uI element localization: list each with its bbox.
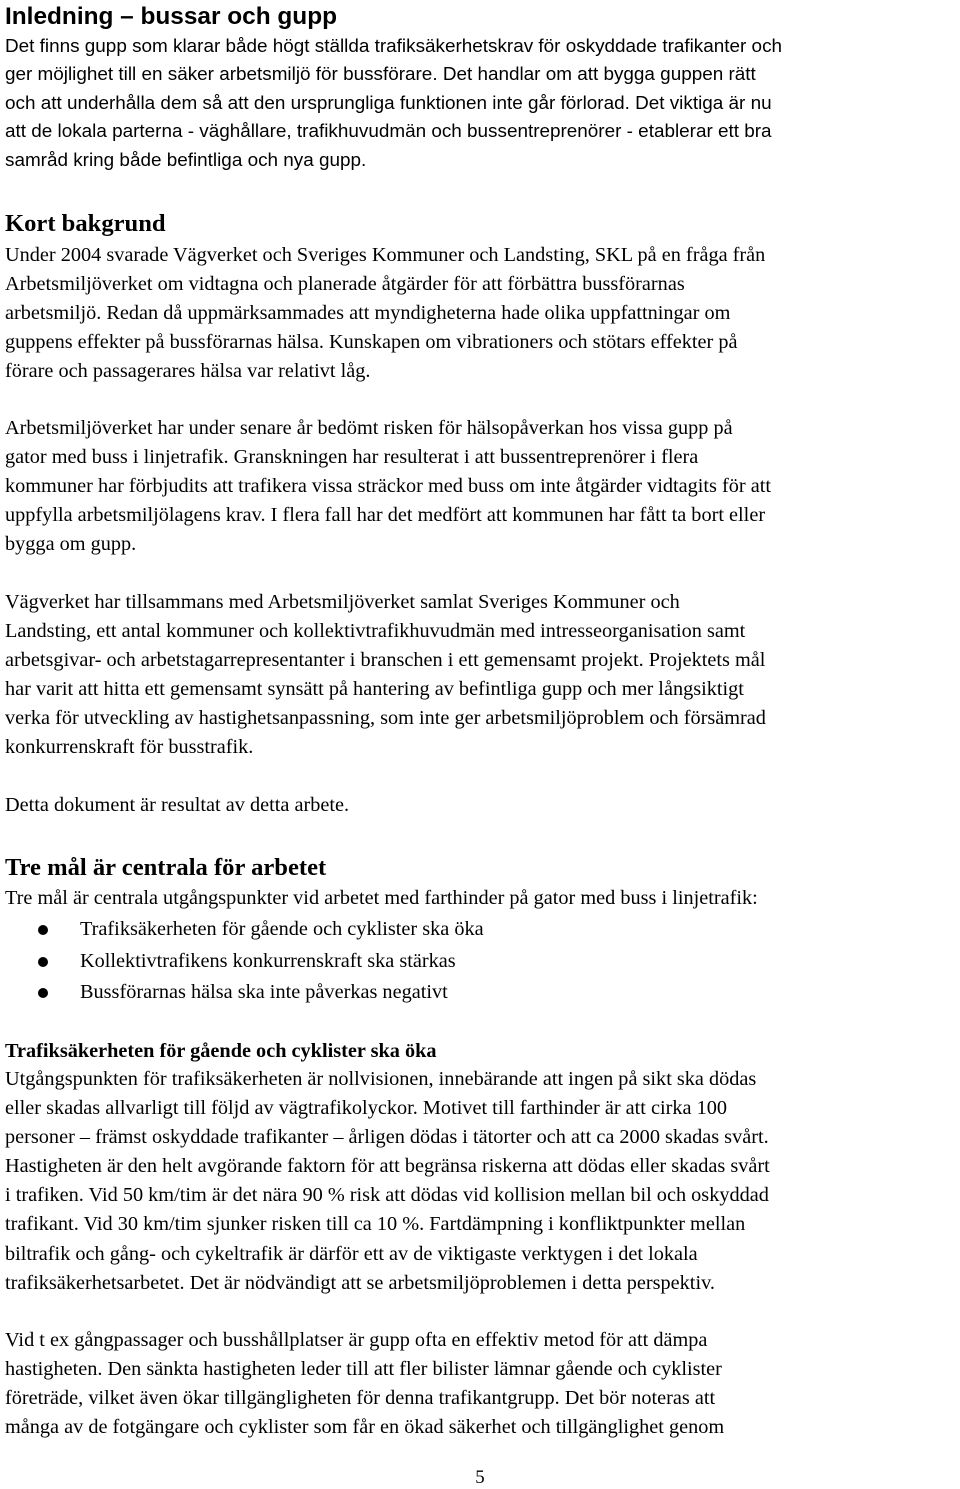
heading-tre-mal: Tre mål är centrala för arbetet: [5, 854, 327, 881]
text-line: arbetsmiljö. Redan då uppmärksammades att myndigheterna hade olika uppfattningar om: [5, 302, 731, 325]
text-line: uppfylla arbetsmiljölagens krav. I flera fall har det medfört att kommunen har fått ta bort eller: [5, 504, 766, 527]
text-line: Det finns gupp som klarar både högt ställda trafiksäkerhetskrav för oskyddade trafikanter och: [5, 36, 783, 57]
text-line: eller skadas allvarligt till följd av vägtrafikolyckor. Motivet till farthinder är att cirka 100: [5, 1097, 728, 1120]
paragraph-bakgrund-3: [5, 588, 955, 763]
text-line: guppens effekter på bussförarnas hälsa. Kunskapen om vibrationers och stötars effekter på: [5, 331, 738, 354]
bullet-icon: [38, 957, 48, 967]
text-line: samråd kring både befintliga och nya gupp.: [5, 149, 367, 171]
paragraph-bakgrund-1: [5, 241, 955, 386]
paragraph-trafiksakerhet-2: [5, 1326, 955, 1442]
paragraph-bakgrund-4: [5, 791, 955, 820]
list-item-label: Trafiksäkerheten för gående och cyklister ska öka: [80, 918, 484, 940]
text-line: i trafiken. Vid 50 km/tim är det nära 90 % risk att dödas vid kollision mellan bil och oskyddad: [5, 1184, 769, 1207]
list-item: [5, 914, 955, 946]
text-line: att de lokala parterna - väghållare, trafikhuvudmän och bussentreprenörer - etablerar ett bra: [5, 121, 772, 143]
text-line: kommuner har förbjudits att trafikera vissa sträckor med buss om inte åtgärder vidtagits för att: [5, 475, 771, 498]
text-line: gator med buss i linjetrafik. Granskningen har resulterat i att bussentreprenörer i flera: [5, 446, 699, 469]
text-line: personer – främst oskyddade trafikanter – årligen dödas i tätorter och att ca 2000 skadas svårt.: [5, 1126, 769, 1149]
text-line: har varit att hitta ett gemensamt synsätt på hantering av befintliga gupp och mer långsiktigt: [5, 678, 744, 701]
text-line: Utgångspunkten för trafiksäkerheten är nollvisionen, innebärande att ingen på sikt ska dödas: [5, 1068, 757, 1090]
heading-trafiksakerhet: Trafiksäkerheten för gående och cyklister ska öka: [5, 1040, 437, 1062]
heading-inledning: Inledning – bussar och gupp: [5, 3, 338, 30]
text-line: Arbetsmiljöverket har under senare år bedömt risken för hälsopåverkan hos vissa gupp på: [5, 417, 733, 439]
list-item-label: Kollektivtrafikens konkurrenskraft ska stärkas: [80, 949, 456, 972]
list-item: [5, 977, 955, 1009]
goal-list: [5, 914, 955, 1009]
text-line: Tre mål är centrala utgångspunkter vid arbetet med farthinder på gator med buss i linjetrafik:: [5, 887, 758, 909]
paragraph-bakgrund-2: [5, 414, 955, 559]
text-line: Arbetsmiljöverket om vidtagna och planerade åtgärder för att förbättra bussförarnas: [5, 273, 685, 296]
heading-kort-bakgrund: Kort bakgrund: [5, 210, 166, 237]
text-line: arbetsgivar- och arbetstagarrepresentanter i branschen i ett gemensamt projekt. Projektets mål: [5, 649, 766, 672]
text-line: förare och passagerares hälsa var relativt låg.: [5, 360, 371, 383]
text-line: verka för utveckling av hastighetsanpassning, som inte ger arbetsmiljöproblem och försämrad: [5, 707, 766, 730]
text-line: Vägverket har tillsammans med Arbetsmiljöverket samlat Sveriges Kommuner och: [5, 591, 680, 613]
text-line: konkurrenskraft för busstrafik.: [5, 736, 254, 759]
text-line: biltrafik och gång- och cykeltrafik är därför ett av de viktigaste verktygen i det lokala: [5, 1242, 698, 1265]
text-line: trafiksäkerhetsarbetet. Det är nödvändigt att se arbetsmiljöproblemen i detta perspektiv.: [5, 1271, 715, 1294]
page-number: 5: [475, 1467, 485, 1488]
text-line: trafikant. Vid 30 km/tim sjunker risken till ca 10 %. Fartdämpning i konfliktpunkter mellan: [5, 1213, 746, 1236]
text-line: företräde, vilket även ökar tillgängligheten för denna trafikantgrupp. Det bör noteras att: [5, 1387, 716, 1410]
text-line: hastigheten. Den sänkta hastigheten leder till att fler bilister lämnar gående och cyklister: [5, 1358, 722, 1381]
text-line: och att underhålla dem så att den ursprungliga funktionen inte går förlorad. Det viktiga är nu: [5, 92, 772, 114]
text-line: Vid t ex gångpassager och busshållplatser är gupp ofta en effektiv metod för att dämpa: [5, 1329, 708, 1351]
text-line: Landsting, ett antal kommuner och kollektivtrafikhuvudmän med intresseorganisation samt: [5, 620, 746, 643]
text-line: ger möjlighet till en säker arbetsmiljö för bussförare. Det handlar om att bygga guppen rätt: [5, 64, 756, 86]
paragraph-trafiksakerhet-1: [5, 1065, 955, 1298]
text-line: bygga om gupp.: [5, 533, 137, 556]
list-item: [5, 946, 955, 978]
text-line: Hastigheten är den helt avgörande faktorn för att begränsa riskerna att dödas eller skadas svårt: [5, 1155, 770, 1178]
list-item-label: Bussförarnas hälsa ska inte påverkas negativt: [80, 981, 448, 1004]
paragraph-tre-mal-intro: [5, 884, 955, 913]
text-line: många av de fotgängare och cyklister som får en ökad säkerhet och tillgänglighet genom: [5, 1416, 725, 1439]
bullet-icon: [38, 925, 48, 935]
text-line: Under 2004 svarade Vägverket och Sveriges Kommuner och Landsting, SKL på en fråga från: [5, 244, 766, 266]
paragraph-inledning: [5, 33, 955, 175]
text-line: Detta dokument är resultat av detta arbete.: [5, 794, 350, 816]
bullet-icon: [38, 988, 48, 998]
